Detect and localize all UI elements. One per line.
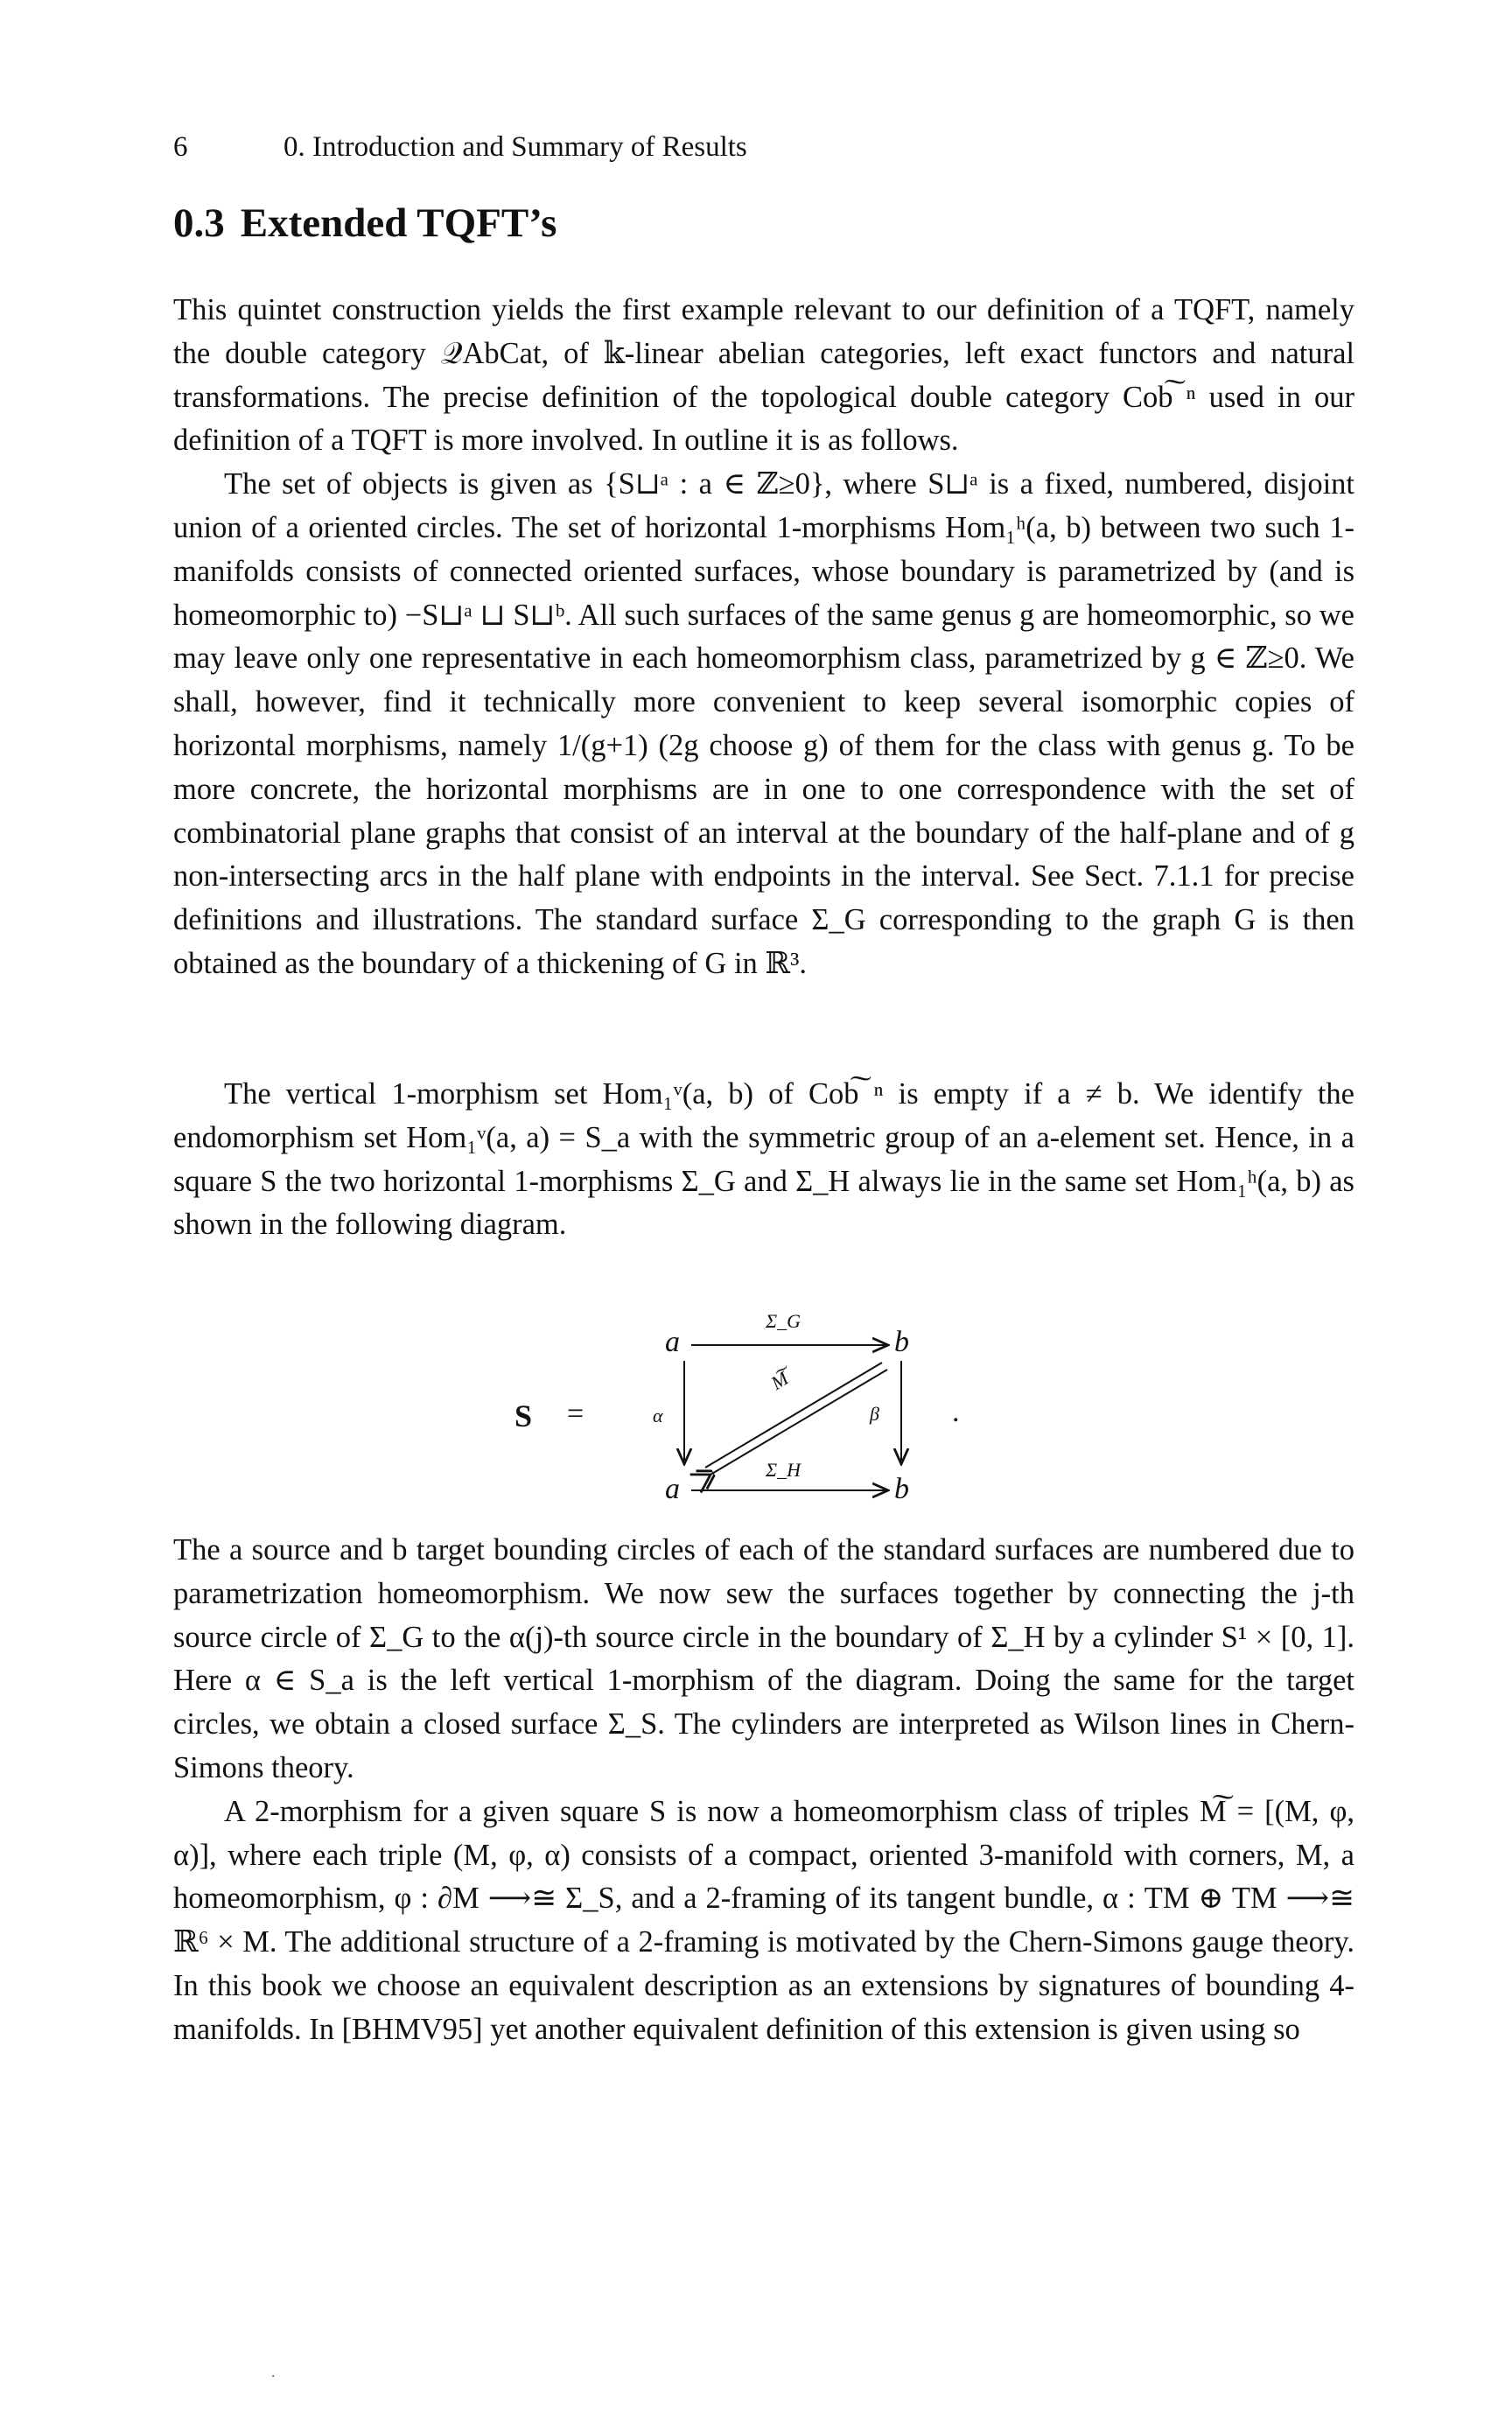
paragraph-1: This quintet construction yields the first example relevant to our definition of a TQFT, namely the double category 𝒬AbCat, of 𝕜-linear abelian categories, left exact functors and natural transformations. The precise definition of the topological double category Cob͠ ⁿ used in our definition of a TQFT is more involved. In outline it is as follows. bbox=[173, 293, 1354, 458]
section-heading bbox=[173, 200, 556, 247]
bottom-left-object: a bbox=[665, 1473, 680, 1505]
equals-sign: = bbox=[567, 1398, 584, 1430]
section-title: Extended TQFT’s bbox=[240, 200, 557, 246]
left-arrow-label: α bbox=[653, 1405, 663, 1426]
top-right-object: b bbox=[894, 1326, 909, 1358]
top-arrow-label: Σ_G bbox=[766, 1310, 801, 1332]
page-number: 6 bbox=[173, 131, 188, 163]
bottom-right-object: b bbox=[894, 1473, 909, 1505]
commutative-square-diagram bbox=[514, 1308, 989, 1518]
diagonal-label: M͠ bbox=[766, 1367, 793, 1395]
diagram-trailing-period: . bbox=[952, 1396, 960, 1428]
running-title: 0. Introduction and Summary of Results bbox=[284, 131, 747, 163]
paragraph-3: The vertical 1-morphism set Hom₁ᵛ(a, b) of Cob͠ ⁿ is empty if a ≠ b. We identify the endomorphism set Hom₁ᵛ(a, a) = S_a with the symmetric group of an a-element set. Hence, in a square S the two horizontal 1-morphisms Σ_G and Σ_H always lie in the same set Hom₁ʰ(a, b) as shown in the following diagram. bbox=[173, 1077, 1354, 1242]
diagram-arrows bbox=[534, 1308, 989, 1518]
bottom-arrow-label: Σ_H bbox=[766, 1459, 801, 1481]
text-block-2 bbox=[173, 1073, 1354, 1247]
diagonal-double-arrow-line-a bbox=[705, 1363, 882, 1468]
paragraph-5: A 2-morphism for a given square S is now a homeomorphism class of triples M͠ = [(M, φ, α)], where each triple (M, φ, α) consists of a compact, oriented 3-manifold with corners, M, a homeomorphism, φ : ∂M ⟶≅ Σ_S, and a 2-framing of its tangent bundle, α : TM ⊕ TM ⟶≅ ℝ⁶ × M. The additional structure of a 2-framing is motivated by the Chern-Simons gauge theory. In this book we choose an equivalent description as an extensions by signatures of bounding 4-manifolds. In [BHMV95] yet another equivalent definition of this extension is given using so bbox=[173, 1794, 1354, 2046]
text-block-3 bbox=[173, 1529, 1354, 2052]
text-block-1 bbox=[173, 289, 1354, 986]
page-speck: . bbox=[271, 2363, 276, 2380]
paragraph-2: The set of objects is given as {S⊔ᵃ : a ∈ ℤ≥0}, where S⊔ᵃ is a fixed, numbered, disjoint union of a oriented circles. The set of horizontal 1-morphisms Hom₁ʰ(a, b) between two such 1-manifolds consists of connected oriented surfaces, whose boundary is parametrized by (and is homeomorphic to) −S⊔ᵃ ⊔ S⊔ᵇ. All such surfaces of the same genus g are homeomorphic, so we may leave only one representative in each homeomorphism class, parametrized by g ∈ ℤ≥0. We shall, however, find it technically more convenient to keep several isomorphic copies of horizontal morphisms, namely 1/(g+1) (2g choose g) of them for the class with genus g. To be more concrete, the horizontal morphisms are in one to one correspondence with the set of combinatorial plane graphs that consist of an interval at the boundary of the half-plane and of g non-intersecting arcs in the half plane with endpoints in the interval. See Sect. 7.1.1 for precise definitions and illustrations. The standard surface Σ_G corresponding to the graph G is then obtained as the boundary of a thickening of G in ℝ³. bbox=[173, 467, 1354, 980]
right-arrow-label: β bbox=[870, 1403, 879, 1425]
square-symbol: S bbox=[514, 1398, 533, 1433]
paragraph-4: The a source and b target bounding circles of each of the standard surfaces are numbered due to parametrization homeomorphism. We now sew the surfaces together by connecting the j-th source circle of Σ_G to the α(j)-th source circle in the boundary of Σ_H by a cylinder S¹ × [0, 1]. Here α ∈ S_a is the left vertical 1-morphism of the diagram. Doing the same for the target circles, we obtain a closed surface Σ_S. The cylinders are interpreted as Wilson lines in Chern-Simons theory. bbox=[173, 1533, 1354, 1784]
section-number: 0.3 bbox=[173, 200, 225, 246]
top-left-object: a bbox=[665, 1326, 680, 1358]
